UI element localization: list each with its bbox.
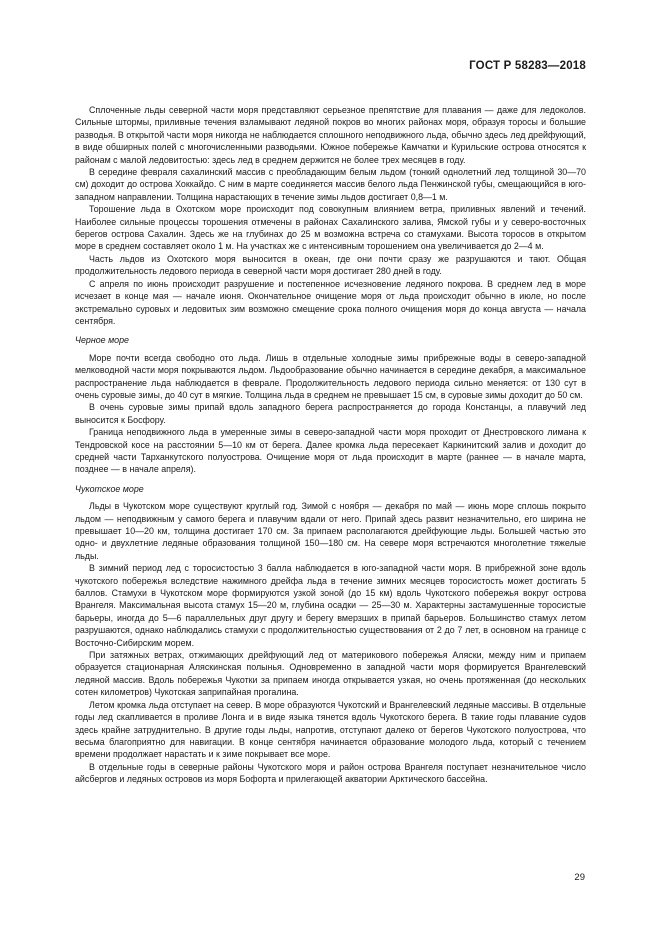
paragraph: Море почти всегда свободно ото льда. Лишь в отдельные холодные зимы прибрежные воды в северо-западной мелководной части моря покрываются льдом. Льдообразование обычно начинается в середине декабря, а максимальное распространение льда наблюдается в феврале. Продолжительность ледового периода сильно меняется: от 130 сут в очень суровые зимы, до 40 сут в мягкие. Толщина льда в среднем не превышает 15 см, в суровые зимы доходит до 50 см. — [75, 352, 586, 400]
page-number: 29 — [574, 872, 585, 883]
paragraph: При затяжных ветрах, отжимающих дрейфующий лед от материкового побережья Аляски, между ним и припаем образуется стационарная Аляскинская полынья. Одновременно в западной части моря формируется Врангелевский ледяной массив. Вдоль побережья Чукотки за припаем иногда открывается узкая, но очень протяженная (до нескольких сотен километров) Чукотская заприпайная прогалина. — [75, 650, 586, 698]
paragraph: С апреля по июнь происходит разрушение и постепенное исчезновение ледяного покрова. В среднем лед в море исчезает в конце мая — начале июня. Окончательное очищение моря от льда происходит обычно в июле, но после экстремально суровых и ледовитых зим возможно смещение срока полного очищения моря до конца августа — начала сентября. — [75, 278, 586, 326]
document-body — [75, 104, 586, 786]
section-chukchi-sea — [75, 483, 586, 786]
paragraph: Льды в Чукотском море существуют круглый год. Зимой с ноября — декабря по май — июнь море сплошь покрыто льдом — неподвижным у самого берега и плавучим вдали от него. Припай здесь развит незначительно, его ширина не превышает 10—20 км, толщина достигает 170 см. За припаем располагаются дрейфующие льды. Большей частью это одно- и двухлетние ледяные образования толщиной 150—180 см. На севере моря встречаются многолетние тяжелые льды. — [75, 501, 586, 561]
section-okhotsk-continuation — [75, 104, 586, 327]
document-standard-id: ГОСТ Р 58283—2018 — [469, 60, 586, 72]
paragraph: Сплоченные льды северной части моря представляют серьезное препятствие для плавания — даже для ледоколов. Сильные штормы, приливные течения взламывают ледяной покров во многих районах моря, образуя торосы и большие разводья. В открытой части моря никогда не наблюдается сплошного неподвижного льда, обычно здесь лед дрейфующий, в виде обширных полей с многочисленными разводьями. Южное побережье Камчатки и Курильские острова относятся к районам с малой ледовитостью: здесь лед в среднем держится не более трех месяцев в году. — [75, 105, 586, 165]
paragraph: В очень суровые зимы припай вдоль западного берега распространяется до города Констанцы, а плавучий лед выносится к Босфору. — [75, 402, 586, 425]
paragraph: В середине февраля сахалинский массив с преобладающим белым льдом (тонкий однолетний лед толщиной 30—70 см) доходит до острова Хоккайдо. С ним в марте соединяется массив белого льда Пенжинской губы, смещающийся в юго-западном направлении. Толщина нарастающих в течение зимы льдов достигает 0,8—1 м. — [75, 167, 586, 202]
paragraph: Граница неподвижного льда в умеренные зимы в северо-западной части моря проходит от Днестровского лимана к Тендровской косе на расстоянии 5—10 км от берега. Далее кромка льда пересекает Каркинитский залив и доходит до средней части Тарханкутского полуострова. Очищение моря от льда происходит в марте (раннее — в начале марта, позднее — в начале апреля). — [75, 427, 586, 475]
section-heading: Черное море — [75, 335, 129, 346]
paragraph: Летом кромка льда отступает на север. В море образуются Чукотский и Врангелевский ледяные массивы. В отдельные годы лед скапливается в проливе Лонга и в виде языка тянется вдоль Чукотского берега. В такие годы плавание судов здесь крайне затруднительно. В другие годы льды, напротив, отступают далеко от берегов Чукотского полуострова, что весьма благоприятно для навигации. В конце сентября начинается образование молодого льда, который с течением времени продолжает нарастать и к зиме покрывает все море. — [75, 699, 586, 760]
paragraph: Часть льдов из Охотского моря выносится в океан, где они почти сразу же разрушаются и тают. Общая продолжительность ледового периода в северной части моря достигает 280 дней в году. — [75, 253, 586, 277]
paragraph: В зимний период лед с торосистостью 3 балла наблюдается в юго-западной части моря. В прибрежной зоне вдоль чукотского побережья вследствие нажимного дрейфа льда в течение зимних месяцев торосистость может достигать 5 баллов. Стамухи в Чукотском море формируются узкой зоной (до 15 км) вдоль Чукотского побережья вокруг острова Врангеля. Максимальная высота стамух 15—20 м, глубина осадки — 25—30 м. Характерны застамушенные торосистые барьеры, иногда до 5—6 параллельных друг другу и берегу вмерзших в припай барьеров. Большинство стамух летом разрушаются, однако наблюдались стамухи с продолжительностью существования от 2 до 7 лет, в основном на границе с Восточно-Сибирским морем. — [75, 563, 586, 648]
section-heading: Чукотское море — [75, 483, 144, 494]
paragraph: В отдельные годы в северные районы Чукотского моря и район острова Врангеля поступает незначительное число айсбергов и ледяных островов из моря Бофорта и прилегающей акватории Арктического бассейна. — [75, 761, 586, 785]
section-black-sea — [75, 334, 586, 475]
paragraph: Торошение льда в Охотском море происходит под совокупным влиянием ветра, приливных явлений и течений. Наиболее сильные процессы торошения отмечены в районах Сахалинского залива, Ямской губы и у северо-восточных берегов острова Сахалин. Здесь же на глубинах до 25 м возможна встреча со стамухами. Высота торосов в открытом море в среднем составляет около 1 м. На участках же с интенсивным торошением она увеличивается до 2—4 м. — [75, 204, 586, 252]
